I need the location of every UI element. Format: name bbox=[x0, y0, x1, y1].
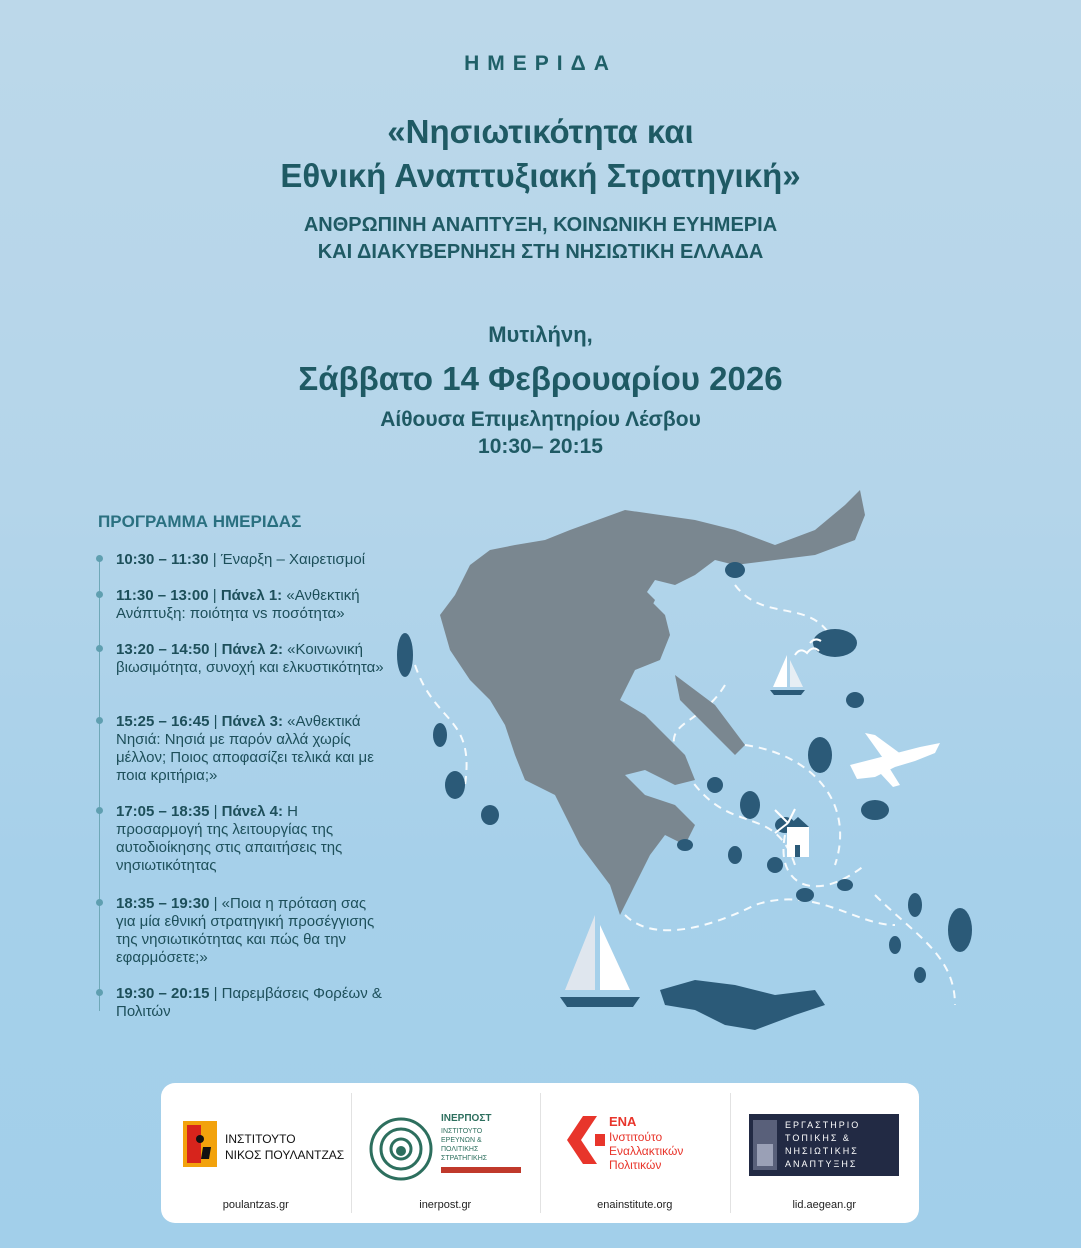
item-label: Πάνελ 3: bbox=[221, 713, 284, 730]
lid-line-3: ΝΗΣΙΩΤΙΚΗΣ bbox=[785, 1146, 860, 1156]
item-text: «Ανθεκτική Ανάπτυξη: ποιότητα vs ποσότητα» bbox=[116, 587, 360, 622]
event-title bbox=[0, 110, 1081, 198]
poulantzas-line-1: ΙΝΣΤΙΤΟΥΤΟ bbox=[224, 1132, 296, 1146]
event-city: Μυτιλήνη, bbox=[488, 322, 593, 347]
item-label: Πάνελ 2: bbox=[221, 641, 284, 658]
program-item: 18:35 – 19:30 | «Ποια η πρόταση σας για μία εθνική στρατηγική προσέγγισης της νησιωτικότητας και πώς θα την εφαρμόσετε;» bbox=[116, 895, 386, 985]
poulantzas-line-2: ΝΙΚΟΣ ΠΟΥΛΑΝΤΖΑΣ bbox=[224, 1148, 344, 1162]
small-sailboat-icon bbox=[770, 655, 805, 695]
lid-site-link[interactable]: lid.aegean.gr bbox=[792, 1199, 857, 1211]
program-item: 17:05 – 18:35 | Πάνελ 4: Η προσαρμογή της λειτουργίας της αυτοδιοίκησης στις απαιτήσεις της νησιωτικότητας bbox=[116, 803, 386, 895]
item-time: 18:35 – 19:30 bbox=[116, 895, 210, 912]
ena-line-1: ΕΝΑ bbox=[608, 1114, 637, 1129]
item-text: Έναρξη – Χαιρετισμοί bbox=[220, 551, 366, 568]
inerpost-site-link[interactable]: inerpost.gr bbox=[419, 1199, 472, 1211]
inerpost-line-3: ΕΡΕΥΝΩΝ & bbox=[441, 1137, 482, 1144]
greece-map-illustration bbox=[395, 485, 985, 1055]
program-item: 10:30 – 11:30 | Έναρξη – Χαιρετισμοί bbox=[116, 551, 386, 587]
lid-line-2: ΤΟΠΙΚΗΣ & bbox=[785, 1133, 852, 1143]
program-item: 13:20 – 14:50 | Πάνελ 2: «Κοινωνική βιωσιμότητα, συνοχή και ελκυστικότητα» bbox=[116, 641, 386, 713]
bullet-dot-icon bbox=[96, 645, 103, 652]
bullet-dot-icon bbox=[96, 555, 103, 562]
event-kicker: ΗΜΕΡΙΔΑ bbox=[464, 52, 617, 75]
windmill-icon bbox=[775, 809, 809, 857]
lid-line-1: ΕΡΓΑΣΤΗΡΙΟ bbox=[785, 1120, 861, 1130]
bullet-dot-icon bbox=[96, 807, 103, 814]
ena-line-2: Ινστιτούτο bbox=[608, 1130, 662, 1144]
program-list bbox=[116, 551, 386, 1021]
program-item: 15:25 – 16:45 | Πάνελ 3: «Ανθεκτικά Νησιά: Νησιά με παρόν αλλά χωρίς μέλλον; Ποιος αποφασίζει τελικά και με ποια κριτήρια;» bbox=[116, 713, 386, 803]
item-time: 10:30 – 11:30 bbox=[116, 551, 209, 568]
event-date: Σάββατο 14 Φεβρουαρίου 2026 bbox=[298, 360, 783, 397]
inerpost-line-5: ΣΤΡΑΤΗΓΙΚΗΣ bbox=[441, 1155, 488, 1162]
inerpost-line-4: ΠΟΛΙΤΙΚΗΣ bbox=[441, 1146, 479, 1153]
event-venue: Αίθουσα Επιμελητηρίου Λέσβου bbox=[380, 408, 701, 431]
inerpost-logo-icon bbox=[365, 1105, 525, 1185]
inerpost-line-1: ΙΝΕΡΠΟΣΤ bbox=[441, 1113, 492, 1124]
item-label: Πάνελ 1: bbox=[220, 587, 283, 604]
partner-logos-bar bbox=[161, 1083, 919, 1223]
poulantzas-logo-icon bbox=[181, 1117, 344, 1173]
bullet-dot-icon bbox=[96, 591, 103, 598]
item-time: 11:30 – 13:00 bbox=[116, 587, 209, 604]
item-text: «Κοινωνική βιωσιμότητα, συνοχή και ελκυστικότητα» bbox=[116, 641, 384, 676]
airplane-icon bbox=[850, 733, 940, 787]
item-label: Πάνελ 4: bbox=[221, 803, 284, 820]
item-time: 13:20 – 14:50 bbox=[116, 641, 210, 658]
item-time: 15:25 – 16:45 bbox=[116, 713, 210, 730]
bullet-dot-icon bbox=[96, 899, 103, 906]
lid-line-4: ΑΝΑΠΤΥΞΗΣ bbox=[785, 1159, 858, 1169]
title-line-1: «Νησιωτικότητα και bbox=[387, 113, 694, 150]
sailboat-icon bbox=[560, 915, 640, 1007]
program-item: 19:30 – 20:15 | Παρεμβάσεις Φορέων & Πολιτών bbox=[116, 985, 386, 1021]
ena-logo-icon bbox=[565, 1110, 705, 1180]
item-text: Η προσαρμογή της λειτουργίας της αυτοδιοίκησης στις απαιτήσεις της νησιωτικότητας bbox=[116, 803, 343, 874]
event-time: 10:30– 20:15 bbox=[478, 435, 603, 458]
bullet-dot-icon bbox=[96, 989, 103, 996]
program-title: ΠΡΟΓΡΑΜΜΑ ΗΜΕΡΙΔΑΣ bbox=[98, 512, 302, 531]
evia-shape bbox=[675, 675, 745, 755]
event-subtitle bbox=[0, 212, 1081, 266]
program-item: 11:30 – 13:00 | Πάνελ 1: «Ανθεκτική Ανάπτυξη: ποιότητα vs ποσότητα» bbox=[116, 587, 386, 641]
poulantzas-site-link[interactable]: poulantzas.gr bbox=[222, 1199, 289, 1211]
lid-logo-icon bbox=[749, 1114, 899, 1176]
subtitle-line-1: ΑΝΘΡΩΠΙΝΗ ΑΝΑΠΤΥΞΗ, ΚΟΙΝΩΝΙΚΗ ΕΥΗΜΕΡΙΑ bbox=[303, 214, 778, 236]
logo-lid[interactable] bbox=[730, 1083, 920, 1223]
ena-line-4: Πολιτικών bbox=[608, 1158, 662, 1172]
ena-site-link[interactable]: enainstitute.org bbox=[597, 1199, 673, 1211]
bullet-dot-icon bbox=[96, 717, 103, 724]
ena-line-3: Εναλλακτικών bbox=[608, 1144, 684, 1158]
item-time: 19:30 – 20:15 bbox=[116, 985, 210, 1002]
inerpost-line-2: ΙΝΣΤΙΤΟΥΤΟ bbox=[441, 1128, 483, 1135]
logo-poulantzas[interactable] bbox=[161, 1083, 351, 1223]
item-time: 17:05 – 18:35 bbox=[116, 803, 210, 820]
logo-inerpost[interactable] bbox=[351, 1083, 541, 1223]
subtitle-line-2: ΚΑΙ ΔΙΑΚΥΒΕΡΝΗΣΗ ΣΤΗ ΝΗΣΙΩΤΙΚΗ ΕΛΛΑΔΑ bbox=[317, 241, 764, 263]
title-line-2: Εθνική Αναπτυξιακή Στρατηγική» bbox=[280, 157, 801, 194]
item-text: «Ποια η πρόταση σας για μία εθνική στρατηγική προσέγγισης της νησιωτικότητας και πώς θα την εφαρμόσετε;» bbox=[116, 895, 375, 966]
item-text: Παρεμβάσεις Φορέων & Πολιτών bbox=[116, 985, 382, 1020]
item-text: «Ανθεκτικά Νησιά: Νησιά με παρόν αλλά χωρίς μέλλον; Ποιος αποφασίζει τελικά και με ποια κριτήρια;» bbox=[116, 713, 374, 784]
logo-ena[interactable] bbox=[540, 1083, 730, 1223]
